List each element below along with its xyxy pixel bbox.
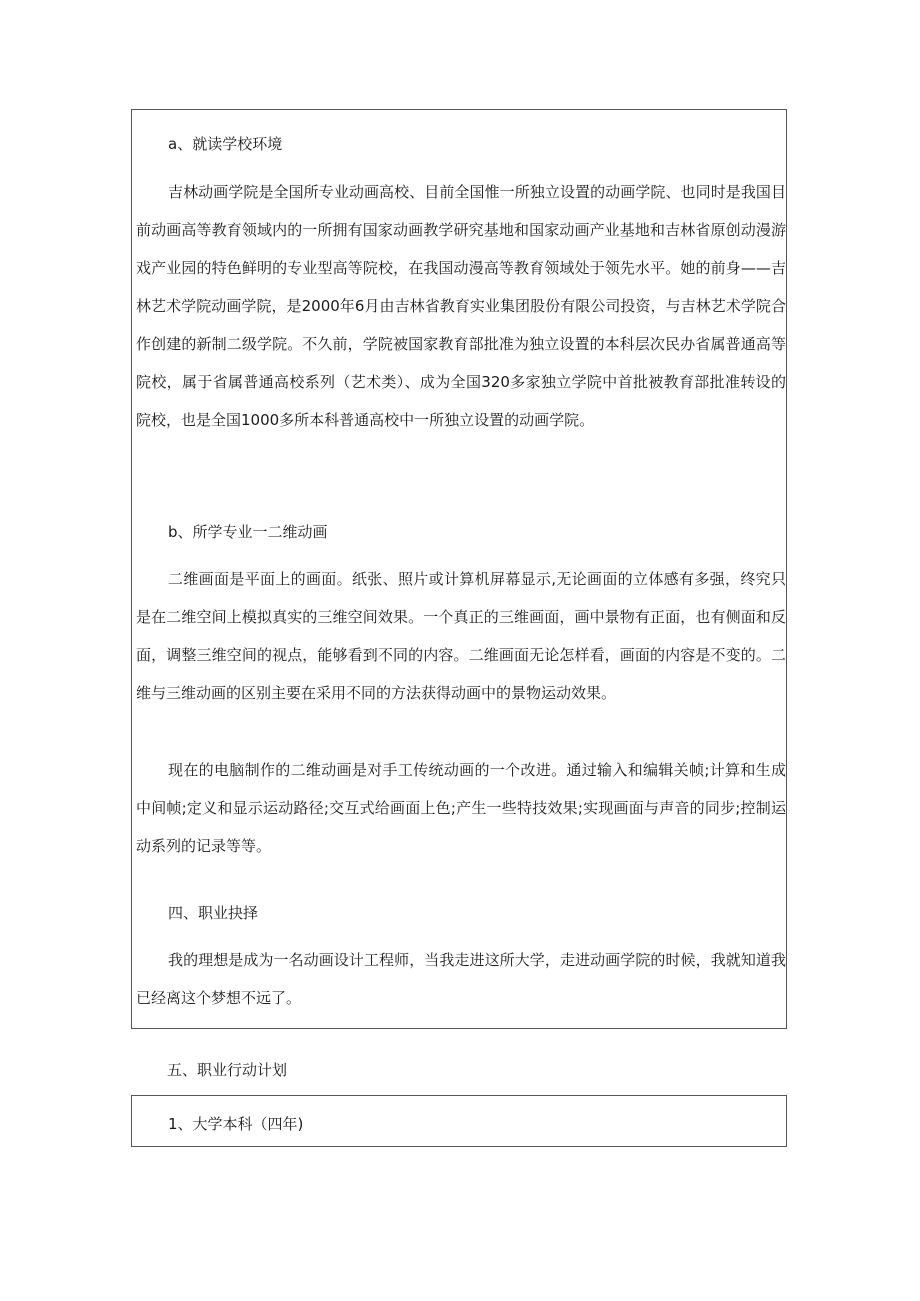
heading-career-choice: 四、职业抉择 — [168, 904, 259, 922]
plan-table-cell — [131, 1095, 787, 1147]
heading-undergraduate: 1、大学本科（四年) — [168, 1115, 304, 1133]
heading-action-plan: 五、职业行动计划 — [167, 1061, 288, 1079]
paragraph-2d-animation-intro: 二维画面是平面上的画面。纸张、照片或计算机屏幕显示,无论画面的立体感有多强，终究只是在二维空间上模拟真实的三维空间效果。一个真正的三维画面，画中景物有正面，也有侧面和反面，调整三维空间的视点，能够看到不同的内容。二维画面无论怎样看，画面的内容是不变的。二维与三维动画的区别主要在采用不同的方法获得动画中的景物运动效果。 — [136, 570, 786, 702]
heading-major: b、所学专业一二维动画 — [168, 523, 328, 541]
paragraph-computer-2d-animation: 现在的电脑制作的二维动画是对手工传统动画的一个改进。通过输入和编辑关帧;计算和生成中间帧;定义和显示运动路径;交互式给画面上色;产生一些特技效果;实现画面与声音的同步;控制运动系列的记录等等。 — [136, 761, 786, 855]
heading-school-environment: a、就读学校环境 — [168, 135, 283, 153]
paragraph-career-choice: 我的理想是成为一名动画设计工程师，当我走进这所大学，走进动画学院的时候，我就知道我已经离这个梦想不远了。 — [136, 951, 786, 1007]
paragraph-school-intro: 吉林动画学院是全国所专业动画高校、目前全国惟一所独立设置的动画学院、也同时是我国目前动画高等教育领域内的一所拥有国家动画教学研究基地和国家动画产业基地和吉林省原创动漫游戏产业园的特色鲜明的专业型高等院校，在我国动漫高等教育领域处于领先水平。她的前身——吉林艺术学院动画学院，是2000年6月由吉林省教育实业集团股份有限公司投资，与吉林艺术学院合作创建的新制二级学院。不久前，学院被国家教育部批准为独立设置的本科层次民办省属普通高等院校，属于省属普通高校系列（艺术类）、成为全国320多家独立学院中首批被教育部批准转设的院校，也是全国1000多所本科普通高校中一所独立设置的动画学院。 — [136, 183, 786, 429]
content-table-cell — [131, 109, 787, 1029]
